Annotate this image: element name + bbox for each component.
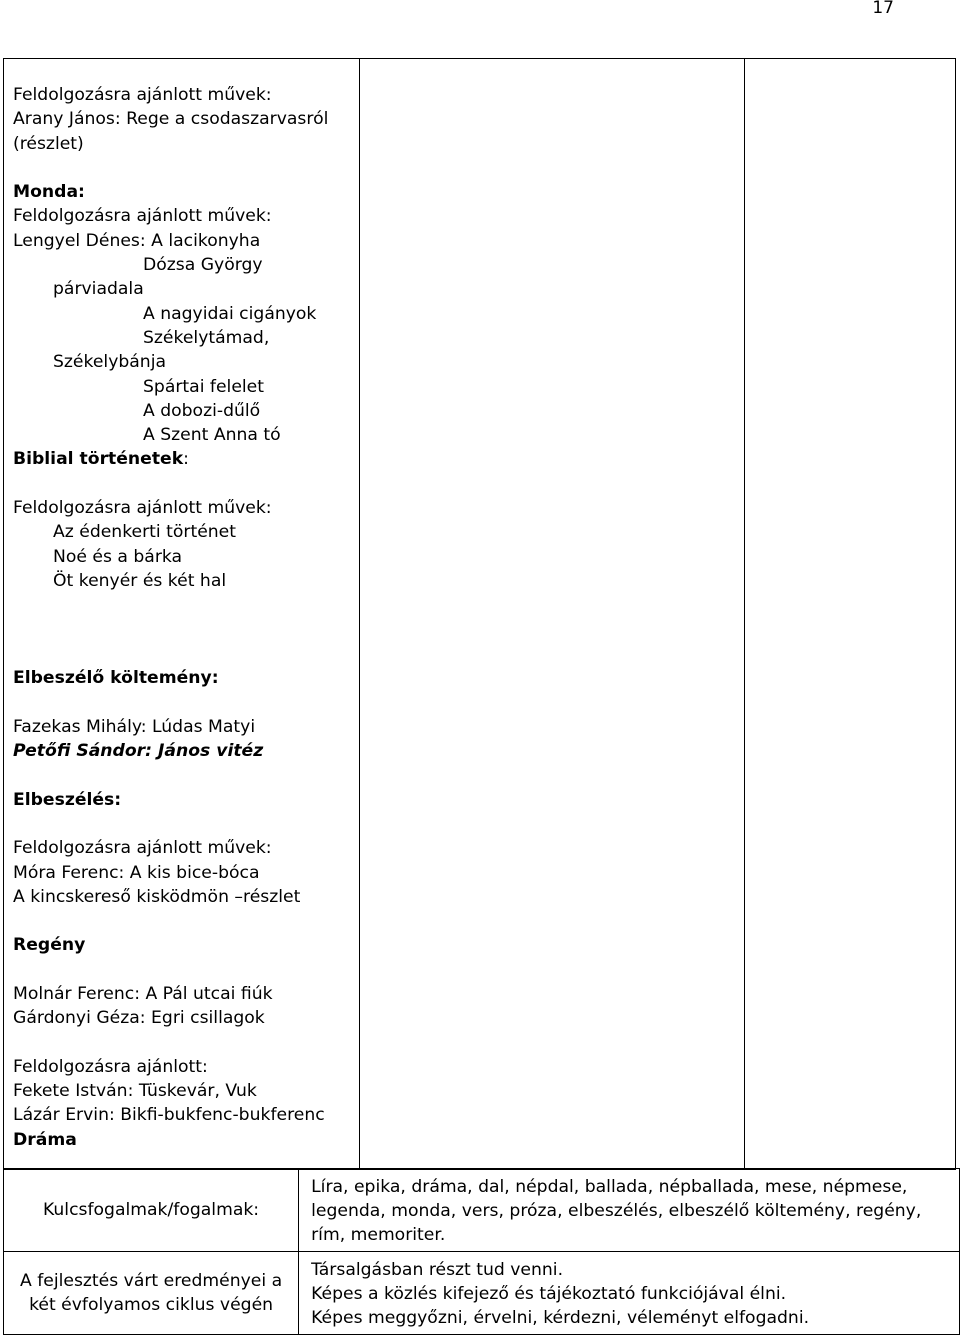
text-line: Feldolgozásra ajánlott művek: bbox=[13, 838, 272, 859]
text-line: A dobozi-dűlő bbox=[143, 400, 261, 421]
text-line: Gárdonyi Géza: Egri csillagok bbox=[13, 1008, 265, 1029]
text-line: Feldolgozásra ajánlott: bbox=[13, 1056, 208, 1077]
text-line: Arany János: Rege a csodaszarvasról bbox=[13, 109, 329, 130]
text-line-emphasis: Petőfi Sándor: János vitéz bbox=[13, 741, 264, 762]
expected-results-value bbox=[299, 1252, 960, 1335]
literature-column bbox=[4, 59, 360, 1170]
empty-column bbox=[360, 59, 745, 1170]
section-heading-biblial bbox=[13, 447, 359, 471]
section-heading-elbeszelo-koltemeny: Elbeszélő költemény: bbox=[13, 668, 219, 689]
section-heading-elbeszeles: Elbeszélés: bbox=[13, 789, 122, 810]
section-heading-regeny: Regény bbox=[13, 935, 86, 956]
text-line: Molnár Ferenc: A Pál utcai fiúk bbox=[13, 983, 273, 1004]
text-line: Feldolgozásra ajánlott művek: bbox=[13, 498, 272, 519]
text-line: Székelybánja bbox=[53, 352, 167, 373]
text-line: Lengyel Dénes: A lacikonyha bbox=[13, 230, 261, 251]
section-heading-monda: Monda: bbox=[13, 182, 85, 203]
text-line: Székelytámad, bbox=[143, 327, 270, 348]
text-line: A kincskereső kisködmön –részlet bbox=[13, 886, 301, 907]
content-table bbox=[3, 58, 956, 1170]
text-line: Fekete István: Tüskevár, Vuk bbox=[13, 1081, 257, 1102]
biblial-heading-colon: : bbox=[183, 449, 189, 470]
result-line: Képes meggyőzni, érvelni, kérdezni, véleményt elfogadni. bbox=[311, 1308, 810, 1328]
text-line: Móra Ferenc: A kis bice-bóca bbox=[13, 862, 260, 883]
text-line: Noé és a bárka bbox=[53, 546, 183, 567]
empty-column bbox=[745, 59, 956, 1170]
expected-results-label: A fejlesztés várt eredményei a két évfolyamos ciklus végén bbox=[4, 1252, 299, 1335]
text-line: Feldolgozásra ajánlott művek: bbox=[13, 85, 272, 105]
text-line: A nagyidai cigányok bbox=[143, 303, 317, 324]
page-number: 17 bbox=[872, 0, 894, 18]
text-line: A Szent Anna tó bbox=[143, 425, 281, 446]
text-line: Feldolgozásra ajánlott művek: bbox=[13, 206, 272, 227]
text-line: Lázár Ervin: Bikfi-bukfenc-bukferenc bbox=[13, 1105, 325, 1126]
key-concepts-value: Líra, epika, dráma, dal, népdal, ballada, népballada, mese, népmese, legenda, monda, vers, próza, elbeszélés, elbeszélő költemény, regény, rím, memoriter. bbox=[299, 1169, 960, 1252]
text-line: párviadala bbox=[53, 279, 144, 300]
text-line: Az édenkerti történet bbox=[53, 522, 236, 543]
section-heading-drama: Dráma bbox=[13, 1129, 77, 1150]
summary-table bbox=[3, 1168, 960, 1335]
result-line: Társalgásban részt tud venni. bbox=[311, 1260, 564, 1280]
biblial-heading-text: Biblial történetek bbox=[13, 449, 184, 470]
text-line: (részlet) bbox=[13, 133, 84, 154]
result-line: Képes a közlés kifejező és tájékoztató funkciójával élni. bbox=[311, 1284, 787, 1304]
text-line: Dózsa György bbox=[143, 255, 263, 276]
text-line: Spártai felelet bbox=[143, 376, 264, 397]
key-concepts-label: Kulcsfogalmak/fogalmak: bbox=[4, 1169, 299, 1252]
text-line: Öt kenyér és két hal bbox=[53, 570, 227, 591]
text-line: Fazekas Mihály: Lúdas Matyi bbox=[13, 716, 256, 737]
